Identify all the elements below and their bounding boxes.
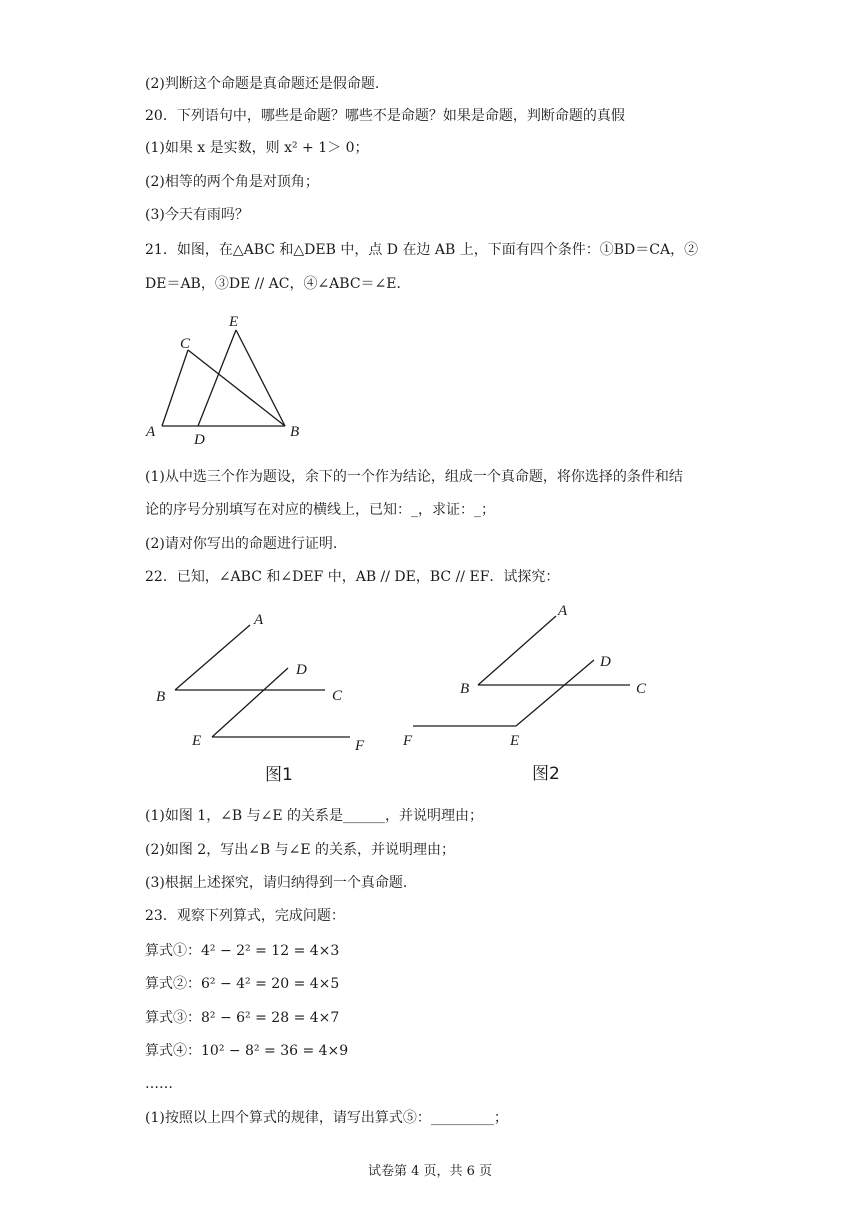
q21-stem: 21．如图，在△ABC 和△DEB 中，点 D 在边 AB 上，下面有四个条件：①BD＝CA，② (145, 242, 699, 258)
q22-figure-1 (150, 600, 390, 790)
q21-part2: (2)请对你写出的命题进行证明. (145, 536, 338, 552)
label-B: B (290, 424, 300, 440)
segment-DE (198, 330, 236, 426)
label-E: E (229, 314, 239, 330)
label-A: A (558, 603, 568, 619)
q22-part1: (1)如图 1，∠B 与∠E 的关系是______，并说明理由； (145, 808, 484, 824)
q23-formula-4: 算式④：10² − 8² = 36 = 4×9 (145, 1043, 349, 1059)
label-F: F (403, 733, 413, 749)
q21-part1-a: (1)从中选三个作为题设，余下的一个作为结论，组成一个真命题，将你选择的条件和结 (145, 469, 683, 485)
q20-stem: 20．下列语句中，哪些是命题？哪些不是命题？如果是命题，判断命题的真假 (145, 108, 625, 124)
figure-caption: 图2 (532, 764, 560, 784)
q20-statement-3: (3)今天有雨吗？ (145, 207, 249, 223)
label-E: E (510, 733, 520, 749)
q22-stem: 22．已知，∠ABC 和∠DEF 中，AB // DE，BC // EF．试探究： (145, 569, 560, 585)
figure-caption: 图1 (265, 765, 293, 785)
label-C: C (332, 688, 343, 704)
ray-ED (212, 668, 288, 737)
q23-formula-3: 算式③：8² − 6² = 28 = 4×7 (145, 1010, 340, 1026)
label-C: C (180, 336, 191, 352)
label-A: A (254, 612, 264, 628)
q21-figure (140, 308, 320, 453)
label-B: B (156, 689, 166, 705)
q21-conditions: DE＝AB，③DE // AC，④∠ABC＝∠E． (145, 276, 411, 292)
ray-ED (516, 660, 594, 726)
q23-formula-1: 算式①：4² − 2² = 12 = 4×3 (145, 943, 340, 959)
q23-ellipsis: …… (145, 1076, 173, 1092)
label-B: B (460, 681, 470, 697)
segment-AC (162, 350, 188, 426)
label-D: D (296, 662, 307, 678)
q23-part1: (1)按照以上四个算式的规律，请写出算式⑤：_________； (145, 1110, 508, 1126)
q22-part2: (2)如图 2，写出∠B 与∠E 的关系，并说明理由； (145, 842, 456, 858)
q20-statement-2: (2)相等的两个角是对顶角； (145, 174, 319, 190)
label-C: C (636, 681, 647, 697)
label-A: A (146, 424, 156, 440)
page-footer: 试卷第 4 页，共 6 页 (367, 1164, 493, 1179)
ray-BA (175, 625, 250, 690)
q23-stem: 23．观察下列算式，完成问题： (145, 908, 345, 924)
q21-part1-b: 论的序号分别填写在对应的横线上，已知：_，求证：_； (145, 502, 495, 518)
q23-formula-2: 算式②：6² − 4² = 20 = 4×5 (145, 976, 340, 992)
segment-EB (236, 330, 285, 426)
label-D: D (194, 432, 205, 448)
q22-figure-2 (398, 596, 668, 790)
label-F: F (355, 738, 365, 754)
q22-part3: (3)根据上述探究，请归纳得到一个真命题. (145, 875, 408, 891)
q19-part2: (2)判断这个命题是真命题还是假命题. (145, 76, 380, 92)
label-E: E (192, 733, 202, 749)
ray-BA (478, 616, 556, 685)
label-D: D (600, 654, 611, 670)
q20-statement-1: (1)如果 x 是实数，则 x² + 1＞ 0； (145, 140, 369, 156)
